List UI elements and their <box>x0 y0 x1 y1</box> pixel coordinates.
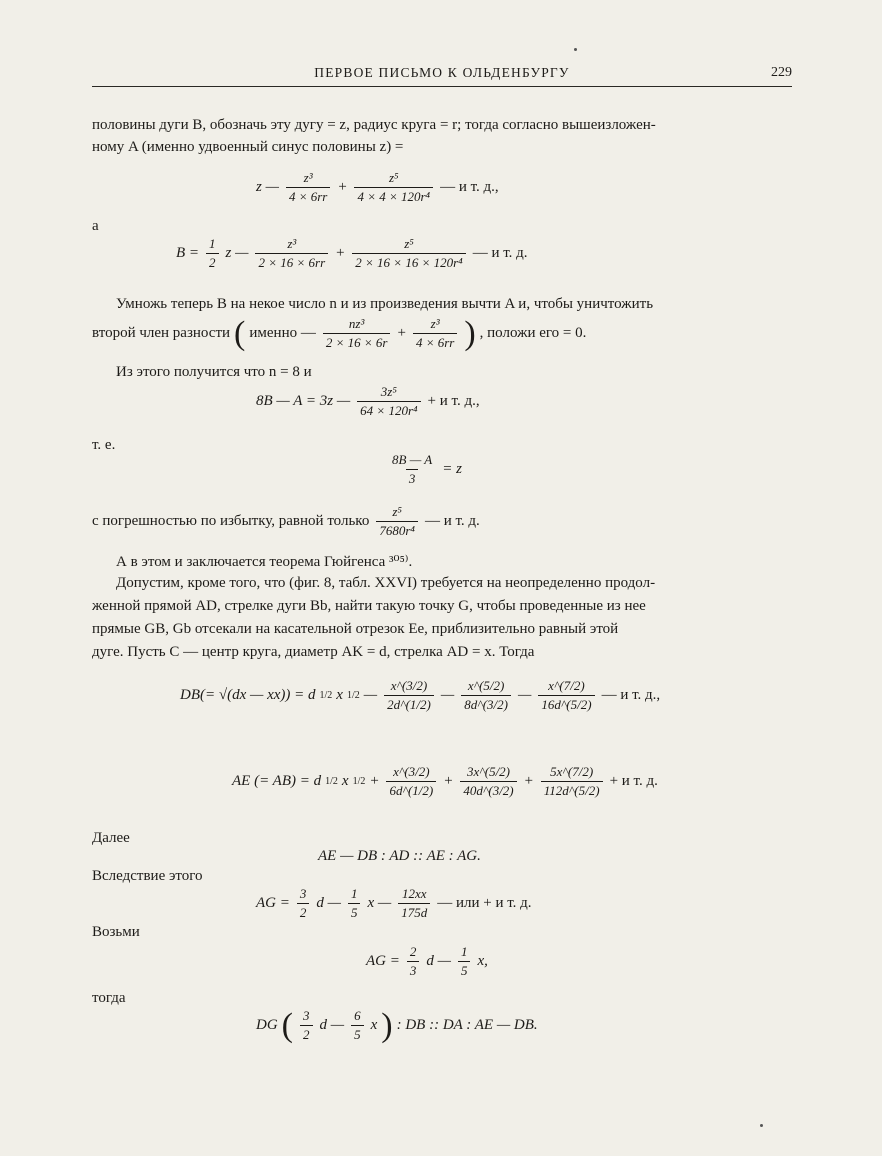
denominator: 8d^(3/2) <box>461 695 511 713</box>
eq-term: d — <box>319 1017 345 1033</box>
left-paren: ( <box>234 314 246 352</box>
equation-10 <box>256 886 532 921</box>
eq-term: + <box>523 773 534 789</box>
denominator: 40d^(3/2) <box>460 781 516 799</box>
eq-term: — <box>517 687 532 703</box>
numerator: x^(3/2) <box>393 764 430 779</box>
denominator: 16d^(5/2) <box>538 695 594 713</box>
numerator: 5x^(7/2) <box>550 764 594 779</box>
numerator: nz³ <box>348 316 365 331</box>
equation-12 <box>256 1008 538 1043</box>
eq-term: + <box>443 773 454 789</box>
eq-term: x — <box>367 895 392 911</box>
eq-term: — или + и т. д. <box>437 895 532 911</box>
eq-term: + <box>397 325 406 341</box>
denominator: 3 <box>406 469 419 487</box>
eq-term: AG = <box>366 953 400 969</box>
denominator: 2 <box>297 903 310 921</box>
fraction <box>354 170 433 205</box>
numerator: 8B — A <box>392 452 433 467</box>
text-word: Далее <box>92 830 130 846</box>
fraction <box>323 316 391 351</box>
eq-term: AG = <box>256 895 290 911</box>
fraction <box>352 236 465 271</box>
fraction <box>297 886 310 921</box>
numerator: 1 <box>460 944 468 959</box>
text-fragment: — и т. д. <box>424 513 480 529</box>
numerator: x^(3/2) <box>390 678 428 693</box>
fraction <box>389 452 435 487</box>
eq-term: x <box>370 1017 378 1033</box>
denominator: 2 × 16 × 6rr <box>255 253 328 271</box>
page-number: 229 <box>771 65 792 80</box>
eq-term: z — <box>256 179 279 195</box>
fraction <box>398 886 430 921</box>
eq-term: x, <box>477 953 488 969</box>
fraction <box>357 384 420 419</box>
left-paren: ( <box>281 1006 293 1044</box>
eq-term: + <box>369 773 380 789</box>
running-header <box>92 62 792 87</box>
eq-term: : DB :: DA : AE — DB. <box>396 1017 538 1033</box>
numerator: 3 <box>303 1008 310 1023</box>
text-fragment: с погрешностью по избытку, равной только <box>92 513 370 529</box>
denominator: 2 <box>206 253 219 271</box>
equation-7 <box>180 678 660 713</box>
right-paren: ) <box>464 314 476 352</box>
numerator: z⁵ <box>388 170 399 185</box>
denominator: 5 <box>348 903 361 921</box>
numerator: x^(7/2) <box>548 678 585 693</box>
speck <box>760 1124 763 1127</box>
eq-term: + и т. д. <box>609 773 658 789</box>
text-word: Вследствие этого <box>92 868 203 884</box>
eq-term: z — <box>225 245 249 261</box>
eq-term: — и т. д. <box>472 245 528 261</box>
error-line <box>92 504 480 539</box>
eq-term: AE (= AB) = d <box>232 773 322 789</box>
text-fragment: второй член разности <box>92 325 231 341</box>
text-word: а <box>92 218 99 234</box>
equation-3-line <box>92 316 586 351</box>
eq-term: — <box>440 687 455 703</box>
eq-term: + и т. д., <box>427 393 480 409</box>
numerator: z³ <box>287 236 297 251</box>
text-fragment: , положи его = 0. <box>479 325 587 341</box>
denominator: 175d <box>398 903 430 921</box>
text-line: Умножь теперь B на некое число n и из произведения вычти A и, чтобы уничтожить <box>116 296 654 312</box>
denominator: 5 <box>458 961 471 979</box>
equation-11 <box>366 944 488 979</box>
eq-term: B = <box>176 245 200 261</box>
text-line: женной прямой AD, стрелке дуги Bb, найти такую точку G, чтобы проведенные из нее <box>92 598 646 614</box>
eq-term: d — <box>316 895 341 911</box>
fraction <box>541 764 603 799</box>
equation-8 <box>232 764 658 799</box>
fraction <box>351 1008 364 1043</box>
denominator: 4 × 6rr <box>286 187 330 205</box>
fraction <box>286 170 330 205</box>
text-line: Из этого получится что n = 8 и <box>116 364 312 380</box>
text-line: ному A (именно удвоенный синус половины z) = <box>92 139 404 155</box>
eq-term: — и т. д., <box>440 179 499 195</box>
text-fragment: именно — <box>249 325 316 341</box>
fraction <box>386 764 436 799</box>
eq-term: + <box>335 245 346 261</box>
numerator: 2 <box>409 944 417 959</box>
fraction <box>376 504 418 539</box>
fraction <box>460 764 516 799</box>
speck <box>574 48 577 51</box>
fraction <box>300 1008 313 1043</box>
denominator: 64 × 120r⁴ <box>357 401 420 419</box>
exponent: 1/2 <box>352 776 366 787</box>
text-line: прямые GB, Gb отсекали на касательной отрезок Ee, приблизительно равный этой <box>92 621 619 637</box>
denominator: 112d^(5/2) <box>541 781 603 799</box>
exponent: 1/2 <box>325 776 338 787</box>
eq-term: d — <box>426 953 451 969</box>
numerator: 3x^(5/2) <box>466 764 511 779</box>
right-paren: ) <box>381 1006 393 1044</box>
equation-9: AE — DB : AD :: AE : AG. <box>318 848 481 864</box>
fraction <box>461 678 511 713</box>
denominator: 2 <box>300 1025 313 1043</box>
denominator: 2 × 16 × 6r <box>323 333 391 351</box>
numerator: 1 <box>209 236 216 251</box>
eq-term: DB(= √(dx — xx)) = d <box>180 687 316 703</box>
text-word: Возьми <box>92 924 140 940</box>
numerator: z³ <box>303 170 313 185</box>
fraction <box>384 678 434 713</box>
text-line: А в этом и заключается теорема Гюйгенса ³⁰⁵⁾. <box>116 554 413 570</box>
denominator: 6d^(1/2) <box>386 781 436 799</box>
denominator: 4 × 4 × 120r⁴ <box>354 187 433 205</box>
eq-term: + <box>337 179 348 195</box>
denominator: 3 <box>407 961 420 979</box>
eq-term: — <box>363 687 378 703</box>
fraction <box>206 236 219 271</box>
numerator: z⁵ <box>404 236 414 251</box>
numerator: x^(5/2) <box>467 678 505 693</box>
equation-1 <box>256 170 499 205</box>
eq-term: = z <box>442 461 462 477</box>
denominator: 7680r⁴ <box>376 521 418 539</box>
text-line: Допустим, кроме того, что (фиг. 8, табл. XXVI) требуется на неопределенно продол- <box>116 575 656 591</box>
text-line: дуге. Пусть C — центр круга, диаметр AK = d, стрелка AD = x. Тогда <box>92 644 535 660</box>
denominator: 2 × 16 × 16 × 120r⁴ <box>352 253 465 271</box>
numerator: 12xx <box>401 886 427 901</box>
denominator: 5 <box>351 1025 364 1043</box>
fraction <box>348 886 361 921</box>
eq-term: — и т. д., <box>601 687 661 703</box>
equation-2 <box>176 236 528 271</box>
exponent: 1/2 <box>319 690 333 701</box>
eq-term: x <box>336 687 343 703</box>
exponent: 1/2 <box>346 690 360 701</box>
eq-term: x <box>341 773 349 789</box>
text-line: половины дуги B, обозначь эту дугу = z, радиус круга = r; тогда согласно вышеизложен- <box>92 117 656 133</box>
numerator: z⁵ <box>392 504 402 519</box>
eq-term: 8B — A = 3z — <box>256 393 351 409</box>
numerator: 3 <box>299 886 307 901</box>
numerator: 1 <box>350 886 358 901</box>
text-word: тогда <box>92 990 126 1006</box>
running-title: ПЕРВОЕ ПИСЬМО К ОЛЬДЕНБУРГУ <box>314 65 570 80</box>
denominator: 2d^(1/2) <box>384 695 434 713</box>
equation-4 <box>256 384 480 419</box>
eq-term: DG <box>256 1017 278 1033</box>
fraction <box>538 678 594 713</box>
numerator: 6 <box>354 1008 361 1023</box>
equation-5 <box>386 452 462 487</box>
text-word: т. е. <box>92 437 116 453</box>
denominator: 4 × 6rr <box>413 333 457 351</box>
fraction <box>407 944 420 979</box>
fraction <box>413 316 457 351</box>
fraction <box>458 944 471 979</box>
numerator: 3z⁵ <box>380 384 397 399</box>
fraction <box>255 236 328 271</box>
numerator: z³ <box>430 316 440 331</box>
